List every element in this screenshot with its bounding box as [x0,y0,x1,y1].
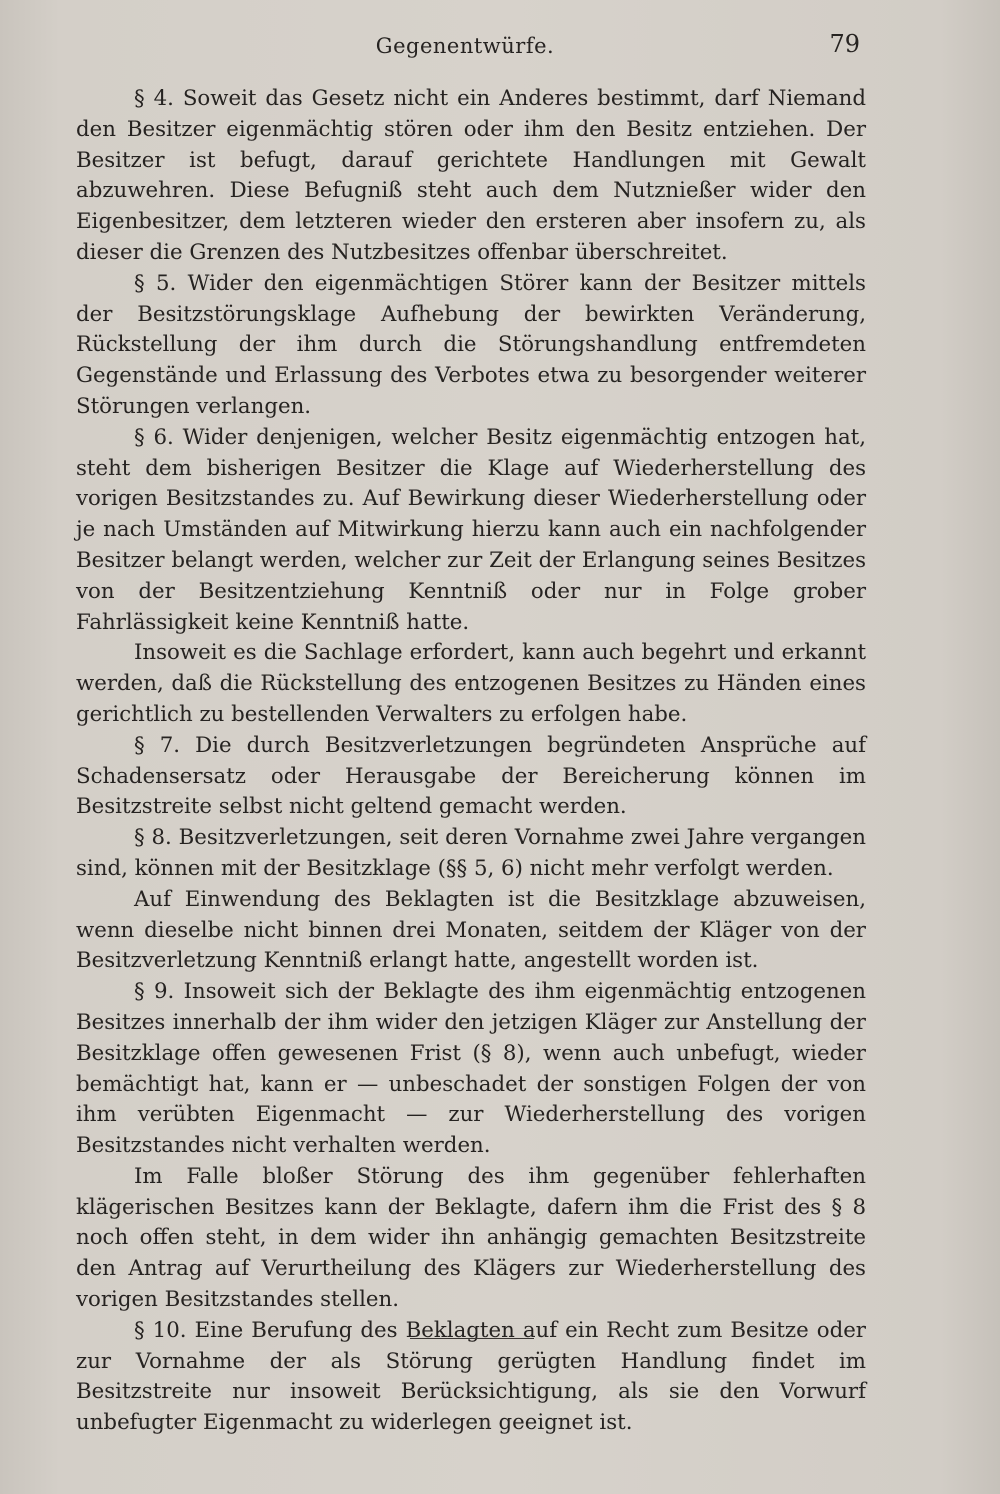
body-text [76,84,866,1439]
paragraph-section-6: § 6. Wider denjenigen, welcher Besitz eigenmächtig entzogen hat, steht dem bisherigen Besitzer die Klage auf Wiederherstellung des vorigen Besitzstandes zu. Auf Bewirkung dieser Wiederherstellung oder je nach Umständen auf Mitwirkung hierzu kann auch ein nachfolgender Besitzer belangt werden, welcher zur Zeit der Erlangung seines Besitzes von der Besitzentziehung Kenntniß oder nur in Folge grober Fahrlässigkeit keine Kenntniß hatte. [76,424,866,635]
paragraph-section-4: § 4. Soweit das Gesetz nicht ein Anderes bestimmt, darf Niemand den Besitzer eigenmächtig stören oder ihm den Besitz entziehen. Der Besitzer ist befugt, darauf gerichtete Handlungen mit Gewalt abzuwehren. Diese Befugniß steht auch dem Nutznießer wider den Eigenbesitzer, dem letzteren wieder den ersteren aber insofern zu, als dieser die Grenzen des Nutzbesitzes offenbar überschreitet. [76,86,866,265]
paragraph-section-5: § 5. Wider den eigenmächtigen Störer kann der Besitzer mittels der Besitzstörungsklage Aufhebung der bewirkten Veränderung, Rückstellung der ihm durch die Störungshandlung entfremdeten Gegenstände und Erlassung des Verbotes etwa zu besorgender weiterer Störungen verlangen. [76,270,866,419]
paragraph-section-8-cont: Auf Einwendung des Beklagten ist die Besitzklage abzuweisen, wenn dieselbe nicht binnen drei Monaten, seitdem der Kläger von der Besitzverletzung Kenntniß erlangt hatte, angestellt worden ist. [76,886,866,974]
paragraph-section-8: § 8. Besitzverletzungen, seit deren Vornahme zwei Jahre vergangen sind, können mit der Besitzklage (§§ 5, 6) nicht mehr verfolgt werden. [76,825,866,881]
paragraph-section-10: § 10. Eine Berufung des Beklagten auf ein Recht zum Besitze oder zur Vornahme der als Störung gerügten Handlung findet im Besitzstreite nur insoweit Berücksichtigung, als sie den Vorwurf unbefugter Eigenmacht zu widerlegen geeignet ist. [76,1317,866,1436]
paragraph-section-6-cont: Insoweit es die Sachlage erfordert, kann auch begehrt und erkannt werden, daß die Rückstellung des entzogenen Besitzes zu Händen eines gerichtlich zu bestellenden Verwalters zu erfolgen habe. [76,640,866,727]
page-header [0,30,1000,66]
end-rule [410,1338,534,1339]
page-number: 79 [829,30,860,58]
paragraph-section-9-cont: Im Falle bloßer Störung des ihm gegenüber fehlerhaften klägerischen Besitzes kann der Beklagte, dafern ihm die Frist des § 8 noch offen steht, in dem wider ihn anhängig gemachten Besitzstreite den Antrag auf Verurtheilung des Klägers zur Wiederherstellung des vorigen Besitzstandes stellen. [76,1163,866,1313]
running-head: Gegenentwürfe. [375,34,555,58]
paragraph-section-7: § 7. Die durch Besitzverletzungen begründeten Ansprüche auf Schadensersatz oder Herausgabe der Bereicherung können im Besitzstreite selbst nicht geltend gemacht werden. [76,732,866,820]
paragraph-section-9: § 9. Insoweit sich der Beklagte des ihm eigenmächtig entzogenen Besitzes innerhalb der ihm wider den jetzigen Kläger zur Anstellung der Besitzklage offen gewesenen Frist (§ 8), wenn auch unbefugt, wieder bemächtigt hat, kann er — unbeschadet der sonstigen Folgen der von ihm verübten Eigenmacht — zur Wiederherstellung des vorigen Besitzstandes nicht verhalten werden. [76,979,866,1159]
